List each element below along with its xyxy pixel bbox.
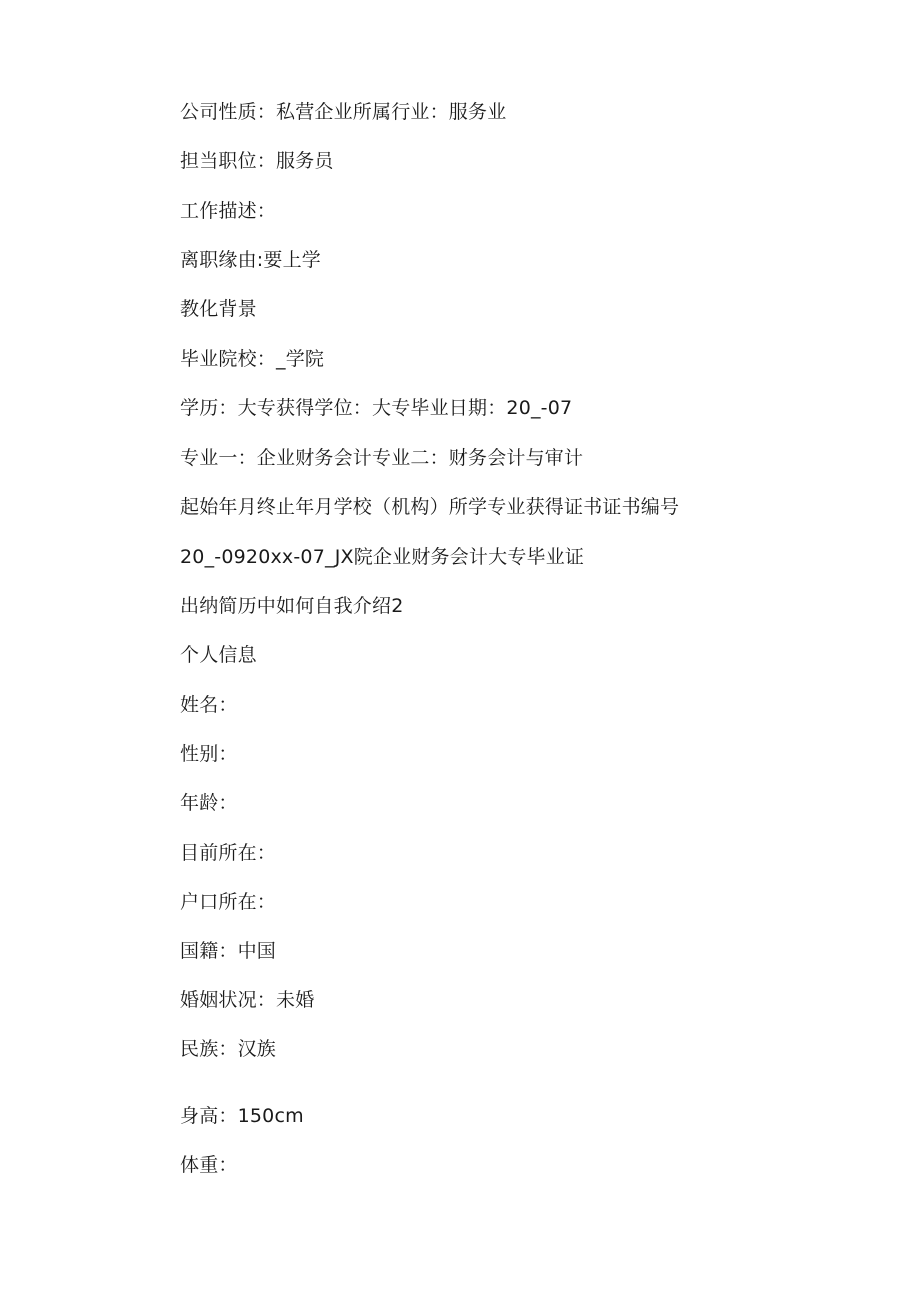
major-line: 专业一：企业财务会计专业二：财务会计与审计 — [180, 447, 584, 469]
household-registration-line: 户口所在： — [180, 891, 277, 913]
nationality-line: 国籍：中国 — [180, 940, 277, 962]
age-line: 年龄： — [180, 792, 238, 814]
personal-info-heading: 个人信息 — [180, 644, 257, 666]
weight-line: 体重： — [180, 1154, 238, 1176]
education-table-header: 起始年月终止年月学校（机构）所学专业获得证书证书编号 — [180, 496, 680, 518]
section-title: 出纳简历中如何自我介绍2 — [180, 595, 404, 617]
school-line: 毕业院校：_学院 — [180, 348, 325, 370]
height-line: 身高：150cm — [180, 1105, 304, 1127]
job-description-line: 工作描述： — [180, 200, 277, 222]
current-location-line: 目前所在： — [180, 842, 277, 864]
education-table-row: 20_-0920xx-07_JX院企业财务会计大专毕业证 — [180, 546, 585, 568]
leave-reason-line: 离职缘由:要上学 — [180, 249, 322, 271]
name-line: 姓名： — [180, 694, 238, 716]
education-heading: 教化背景 — [180, 298, 257, 320]
gender-line: 性别： — [180, 743, 238, 765]
position-line: 担当职位：服务员 — [180, 150, 334, 172]
ethnicity-line: 民族：汉族 — [180, 1038, 277, 1060]
company-info-line: 公司性质：私营企业所属行业：服务业 — [180, 101, 507, 123]
marital-status-line: 婚姻状况：未婚 — [180, 989, 315, 1011]
degree-line: 学历：大专获得学位：大专毕业日期：20_-07 — [180, 397, 573, 419]
